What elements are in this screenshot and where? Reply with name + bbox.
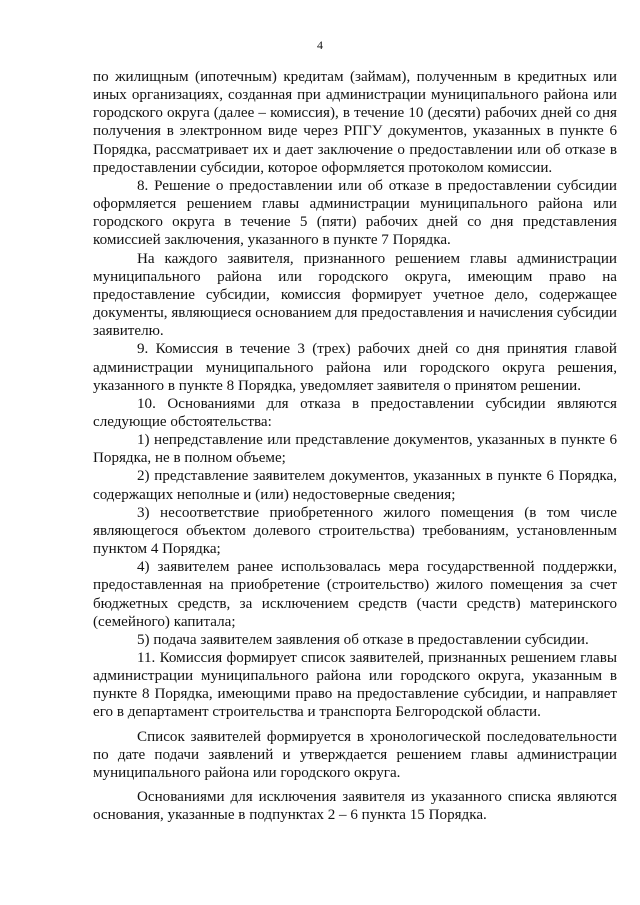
document-body [93, 68, 617, 824]
paragraph: Список заявителей формируется в хронологической последовательности по дате подачи заявлений и утверждается решением главы администрации муниципального района или городского округа. [93, 728, 617, 781]
list-item: 2) представление заявителем документов, указанных в пункте 6 Порядка, содержащих неполные и (или) недостоверные сведения; [93, 468, 617, 503]
paragraph: 11. Комиссия формирует список заявителей, признанных решением главы администрации муниципального района или городского округа, указанным в пункте 8 Порядка, имеющими право на предоставление субсидии, и направляет его в департамент строительства и транспорта Белгородской области. [93, 650, 617, 721]
paragraph: 10. Основаниями для отказа в предоставлении субсидии являются следующие обстоятельства: [93, 395, 617, 430]
list-item: 4) заявителем ранее использовалась мера государственной поддержки, предоставленная на приобретение (строительство) жилого помещения за счет бюджетных средств, за исключением средств (части средств) материнского (семейного) капитала; [93, 559, 617, 630]
paragraph: 8. Решение о предоставлении или об отказе в предоставлении субсидии оформляется решением главы администрации муниципального района или городского округа в течение 5 (пяти) рабочих дней со дня представления комиссией заключения, указанного в пункте 7 Порядка. [93, 177, 617, 249]
paragraph: 9. Комиссия в течение 3 (трех) рабочих дней со дня принятия главой администрации муниципального района или городского округа решения, указанного в пункте 8 Порядка, уведомляет заявителя о принятом решении. [93, 341, 617, 394]
list-item: 3) несоответствие приобретенного жилого помещения (в том числе являющегося объектом долевого строительства) требованиям, установленным пунктом 4 Порядка; [93, 504, 617, 558]
list-item: 5) подача заявителем заявления об отказе в предоставлении субсидии. [137, 631, 589, 648]
paragraph: по жилищным (ипотечным) кредитам (займам), полученным в кредитных или иных организациях, созданная при администрации муниципального района или городского округа (далее – комиссия), в течение 10 (десяти) рабочих дней со дня получения в электронном виде через РПГУ документов, указанных в пункте 6 Порядка, рассматривает их и дает заключение о предоставлении или об отказе в предоставлении субсидии, которое оформляется протоколом комиссии. [93, 69, 617, 176]
paragraph: На каждого заявителя, признанного решением главы администрации муниципального района или городского округа, имеющим право на предоставление субсидии, комиссия формирует учетное дело, содержащее документы, являющиеся основанием для предоставления и начисления субсидии заявителю. [93, 250, 617, 340]
list-item: 1) непредставление или представление документов, указанных в пункте 6 Порядка, не в полном объеме; [93, 432, 617, 467]
paragraph: Основаниями для исключения заявителя из указанного списка являются основания, указанные в подпунктах 2 – 6 пункта 15 Порядка. [93, 789, 617, 824]
page-number: 4 [317, 38, 323, 52]
